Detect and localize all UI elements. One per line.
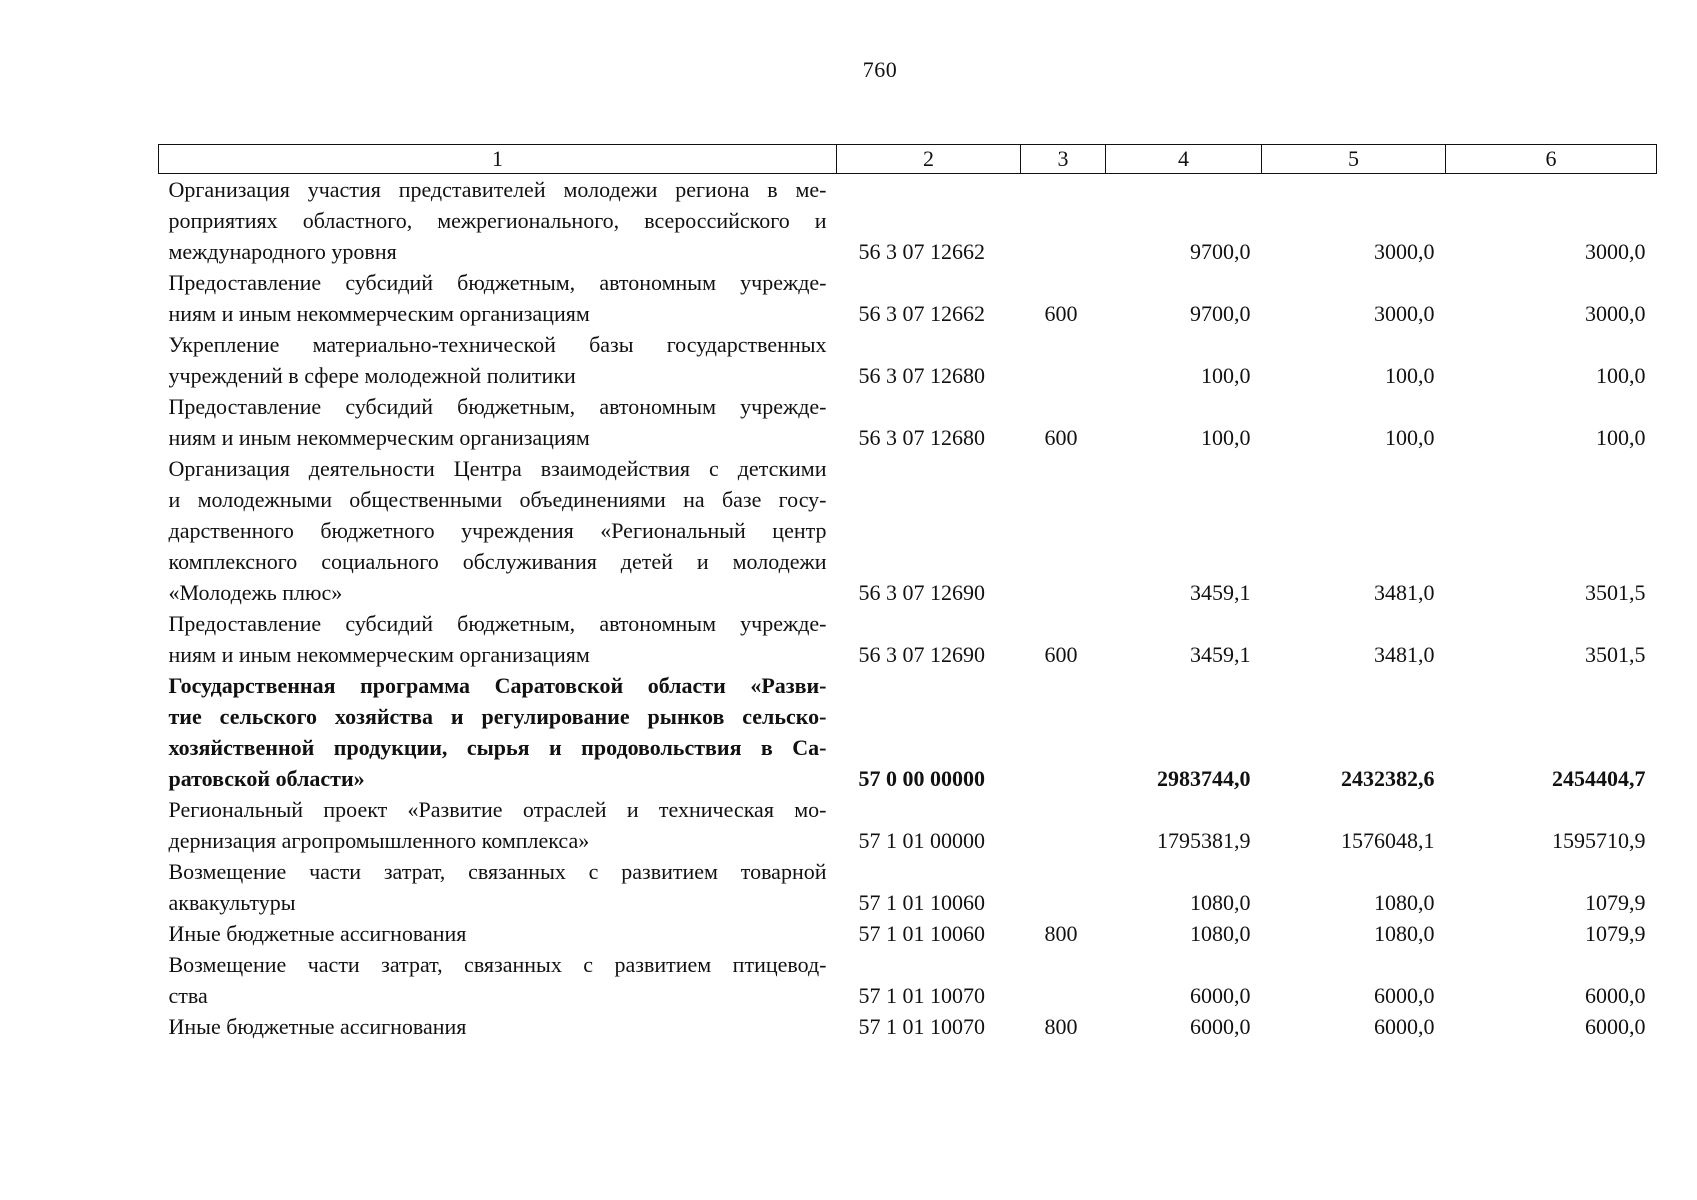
table-header bbox=[159, 145, 1657, 174]
row-value-year3-cell: 1079,9 bbox=[1585, 890, 1646, 915]
row-expense-type-cell bbox=[1021, 174, 1106, 268]
row-value-year2-cell: 3481,0 bbox=[1374, 580, 1435, 605]
row-value-year3-cell: 100,0 bbox=[1596, 363, 1646, 388]
row-expense-type-cell bbox=[1021, 856, 1106, 918]
row-name-line: Возмещение части затрат, связанных с развитием птицевод- bbox=[168, 952, 827, 977]
row-value-year2-cell: 100,0 bbox=[1385, 363, 1435, 388]
row-code-cell: 56 3 07 12680 bbox=[858, 425, 985, 450]
row-name-cell bbox=[159, 391, 837, 453]
column-header-year3: 6 bbox=[1446, 145, 1657, 174]
row-value-year2-cell: 3000,0 bbox=[1374, 239, 1435, 264]
row-expense-type-cell bbox=[1021, 453, 1106, 608]
row-name-line: Предоставление субсидий бюджетным, автономным учрежде- bbox=[168, 611, 827, 636]
row-value-year2-cell: 1080,0 bbox=[1374, 921, 1435, 946]
row-name-line: роприятиях областного, межрегионального, всероссийского и bbox=[168, 208, 827, 233]
row-name-cell bbox=[159, 453, 837, 608]
row-name-line: Предоставление субсидий бюджетным, автономным учрежде- bbox=[168, 270, 827, 295]
row-expense-type-cell: 600 bbox=[1044, 642, 1078, 667]
row-name-line: ниям и иным некоммерческим организациям bbox=[168, 425, 590, 450]
row-name-cell bbox=[159, 608, 837, 670]
row-code-cell: 57 1 01 10070 bbox=[858, 983, 985, 1008]
row-code-cell: 57 1 01 00000 bbox=[858, 828, 985, 853]
row-expense-type-cell bbox=[1021, 670, 1106, 794]
row-name-line: тие сельского хозяйства и регулирование рынков сельско- bbox=[168, 704, 827, 729]
row-name-cell bbox=[159, 856, 837, 918]
row-name-line: «Молодежь плюс» bbox=[168, 580, 343, 605]
row-value-year2-cell: 6000,0 bbox=[1374, 1014, 1435, 1039]
row-value-year1-cell: 9700,0 bbox=[1190, 239, 1251, 264]
row-name-line: международного уровня bbox=[168, 239, 397, 264]
row-name-line: дарственного бюджетного учреждения «Региональный центр bbox=[168, 518, 827, 543]
row-name-cell bbox=[159, 949, 837, 1011]
table-row bbox=[159, 453, 1657, 608]
row-value-year3-cell: 2454404,7 bbox=[1552, 766, 1646, 791]
row-value-year1-cell: 3459,1 bbox=[1190, 580, 1251, 605]
row-name-cell bbox=[159, 670, 837, 794]
row-name-line: ства bbox=[168, 983, 208, 1008]
page-number: 760 bbox=[862, 57, 898, 82]
row-value-year1-cell: 1080,0 bbox=[1190, 890, 1251, 915]
row-name-line: дернизация агропромышленного комплекса» bbox=[168, 828, 590, 853]
table-row bbox=[159, 174, 1657, 268]
row-value-year1-cell: 9700,0 bbox=[1190, 301, 1251, 326]
table-row bbox=[159, 329, 1657, 391]
column-header-code: 2 bbox=[837, 145, 1021, 174]
row-value-year1-cell: 6000,0 bbox=[1190, 983, 1251, 1008]
table-row bbox=[159, 856, 1657, 918]
row-expense-type-cell: 600 bbox=[1044, 301, 1078, 326]
row-value-year1-cell: 6000,0 bbox=[1190, 1014, 1251, 1039]
row-value-year1-cell: 100,0 bbox=[1201, 363, 1251, 388]
row-value-year3-cell: 1079,9 bbox=[1585, 921, 1646, 946]
row-value-year3-cell: 6000,0 bbox=[1585, 983, 1646, 1008]
row-value-year1-cell: 1795381,9 bbox=[1157, 828, 1251, 853]
row-name-cell bbox=[159, 794, 837, 856]
row-name-line: Организация участия представителей молодежи региона в ме- bbox=[168, 177, 827, 202]
table-row bbox=[159, 1011, 1657, 1042]
row-expense-type-cell bbox=[1021, 329, 1106, 391]
row-value-year2-cell: 1576048,1 bbox=[1341, 828, 1435, 853]
row-name-line: ратовской области» bbox=[168, 766, 365, 791]
row-value-year2-cell: 2432382,6 bbox=[1341, 766, 1435, 791]
row-value-year3-cell: 3000,0 bbox=[1585, 239, 1646, 264]
row-code-cell: 56 3 07 12680 bbox=[858, 363, 985, 388]
table-body bbox=[159, 174, 1657, 1043]
row-value-year3-cell: 100,0 bbox=[1596, 425, 1646, 450]
row-name-cell bbox=[159, 1011, 837, 1042]
table-row bbox=[159, 949, 1657, 1011]
row-value-year3-cell: 3501,5 bbox=[1585, 580, 1646, 605]
header-row bbox=[159, 145, 1657, 174]
row-code-cell: 57 0 00 00000 bbox=[858, 766, 985, 791]
row-name-line: Предоставление субсидий бюджетным, автономным учрежде- bbox=[168, 394, 827, 419]
row-value-year2-cell: 1080,0 bbox=[1374, 890, 1435, 915]
row-value-year3-cell: 3501,5 bbox=[1585, 642, 1646, 667]
row-name-line: комплексного социального обслуживания детей и молодежи bbox=[168, 549, 827, 574]
row-name-line: Организация деятельности Центра взаимодействия с детскими bbox=[168, 456, 827, 481]
row-value-year1-cell: 100,0 bbox=[1201, 425, 1251, 450]
row-code-cell: 56 3 07 12662 bbox=[858, 301, 985, 326]
row-code-cell: 56 3 07 12690 bbox=[858, 580, 985, 605]
row-name-line: Региональный проект «Развитие отраслей и техническая мо- bbox=[168, 797, 827, 822]
table-row bbox=[159, 794, 1657, 856]
row-expense-type-cell bbox=[1021, 794, 1106, 856]
row-name-cell bbox=[159, 918, 837, 949]
table-row bbox=[159, 267, 1657, 329]
row-value-year1-cell: 1080,0 bbox=[1190, 921, 1251, 946]
table-row bbox=[159, 918, 1657, 949]
column-header-expense-type: 3 bbox=[1021, 145, 1106, 174]
row-code-cell: 56 3 07 12690 bbox=[858, 642, 985, 667]
row-value-year3-cell: 1595710,9 bbox=[1552, 828, 1646, 853]
column-header-name: 1 bbox=[159, 145, 837, 174]
row-name-line: Иные бюджетные ассигнования bbox=[168, 1014, 467, 1039]
table-row bbox=[159, 391, 1657, 453]
row-name-line: хозяйственной продукции, сырья и продовольствия в Са- bbox=[168, 735, 827, 760]
row-value-year2-cell: 6000,0 bbox=[1374, 983, 1435, 1008]
row-value-year2-cell: 3481,0 bbox=[1374, 642, 1435, 667]
row-name-cell bbox=[159, 174, 837, 268]
row-name-line: Иные бюджетные ассигнования bbox=[168, 921, 467, 946]
column-header-year1: 4 bbox=[1106, 145, 1262, 174]
row-name-line: ниям и иным некоммерческим организациям bbox=[168, 642, 590, 667]
row-value-year1-cell: 3459,1 bbox=[1190, 642, 1251, 667]
row-expense-type-cell bbox=[1021, 949, 1106, 1011]
row-expense-type-cell: 800 bbox=[1044, 921, 1078, 946]
row-value-year2-cell: 3000,0 bbox=[1374, 301, 1435, 326]
column-header-year2: 5 bbox=[1262, 145, 1446, 174]
row-name-line: аквакультуры bbox=[168, 890, 296, 915]
row-value-year1-cell: 2983744,0 bbox=[1157, 766, 1251, 791]
row-expense-type-cell: 600 bbox=[1044, 425, 1078, 450]
table-row bbox=[159, 608, 1657, 670]
table-row bbox=[159, 670, 1657, 794]
row-name-cell bbox=[159, 329, 837, 391]
row-name-cell bbox=[159, 267, 837, 329]
row-code-cell: 57 1 01 10070 bbox=[858, 1014, 985, 1039]
row-code-cell: 56 3 07 12662 bbox=[858, 239, 985, 264]
row-value-year3-cell: 3000,0 bbox=[1585, 301, 1646, 326]
row-name-line: Государственная программа Саратовской области «Разви- bbox=[168, 673, 827, 698]
row-value-year3-cell: 6000,0 bbox=[1585, 1014, 1646, 1039]
row-code-cell: 57 1 01 10060 bbox=[858, 890, 985, 915]
row-name-line: Укрепление материально-технической базы государственных bbox=[168, 332, 827, 357]
row-name-line: учреждений в сфере молодежной политики bbox=[168, 363, 576, 388]
budget-table bbox=[158, 144, 1657, 1042]
row-value-year2-cell: 100,0 bbox=[1385, 425, 1435, 450]
row-name-line: Возмещение части затрат, связанных с развитием товарной bbox=[168, 859, 827, 884]
row-name-line: и молодежными общественными объединениями на базе госу- bbox=[168, 487, 827, 512]
row-name-line: ниям и иным некоммерческим организациям bbox=[168, 301, 590, 326]
row-code-cell: 57 1 01 10060 bbox=[858, 921, 985, 946]
row-expense-type-cell: 800 bbox=[1044, 1014, 1078, 1039]
